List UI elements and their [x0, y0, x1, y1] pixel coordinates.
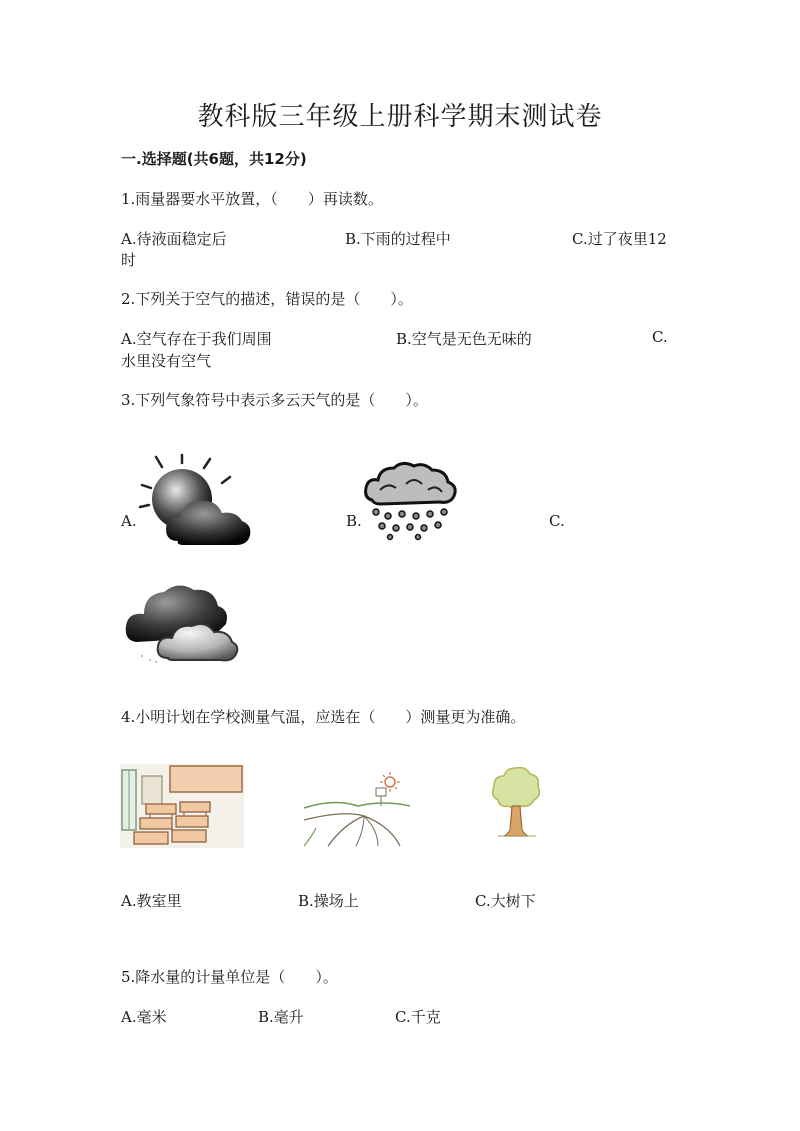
question-2-stem: 2.下列关于空气的描述，错误的是（ ）。 — [121, 290, 413, 308]
question-1-option-c-wrap: 时 — [121, 251, 137, 269]
question-5-stem: 5.降水量的计量单位是（ ）。 — [121, 968, 338, 986]
question-3-option-b: B. — [346, 512, 362, 530]
question-2-option-c-wrap: 水里没有空气 — [121, 352, 212, 370]
question-4-option-a: A.教室里 — [121, 892, 182, 910]
page-title: 教科版三年级上册科学期末测试卷 — [197, 102, 603, 132]
question-5-option-b: B.毫升 — [258, 1008, 304, 1026]
question-1-option-a: A.待液面稳定后 — [121, 230, 227, 248]
question-5-option-a: A.毫米 — [121, 1008, 167, 1026]
tree-icon — [490, 766, 542, 838]
question-2-option-c: C. — [652, 328, 668, 346]
rain-cloud-icon — [362, 460, 458, 540]
question-1-stem: 1.雨量器要水平放置，（ ）再读数。 — [121, 190, 383, 208]
question-4-option-b: B.操场上 — [298, 892, 359, 910]
question-3-stem: 3.下列气象符号中表示多云天气的是（ ）。 — [121, 391, 428, 409]
cloudy-icon — [122, 580, 242, 664]
question-3-option-c: C. — [549, 512, 565, 530]
sun-cloud-icon — [138, 455, 256, 550]
question-4-option-c: C.大树下 — [475, 892, 536, 910]
question-1-option-c: C.过了夜里12 — [572, 230, 667, 248]
question-3-option-a: A. — [121, 512, 137, 530]
section-heading: 一.选择题(共6题，共12分) — [121, 150, 307, 168]
classroom-icon — [120, 764, 244, 848]
question-2-option-b: B.空气是无色无味的 — [396, 330, 532, 348]
question-1-option-b: B.下雨的过程中 — [345, 230, 451, 248]
playground-icon — [304, 770, 410, 846]
question-4-stem: 4.小明计划在学校测量气温，应选在（ ）测量更为准确。 — [121, 708, 526, 726]
question-2-option-a: A.空气存在于我们周围 — [121, 330, 272, 348]
question-5-option-c: C.千克 — [395, 1008, 441, 1026]
